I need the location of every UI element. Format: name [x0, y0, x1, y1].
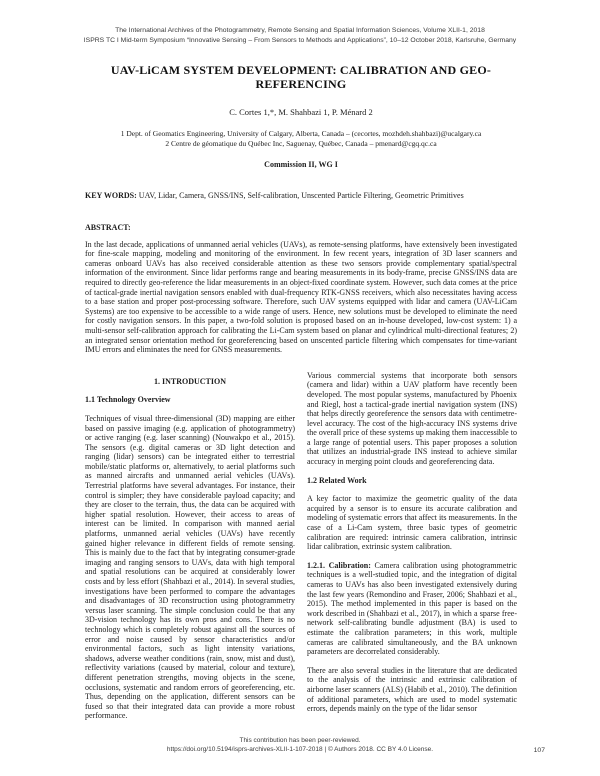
abstract-label: ABSTRACT: [85, 222, 131, 232]
keywords-text: UAV, Lidar, Camera, GNSS/INS, Self-calibration, Unscented Particle Filtering, Geometric Primitives [136, 191, 464, 200]
technology-overview-paragraph: Techniques of visual three-dimensional (3D) mapping are either based on passive imaging (e.g. application of photogrammetry) or active ranging (e.g. laser scanning) (Nouwakpo et al., 2015). The sensors (e.g. digital cameras or 3D light detection and ranging (lidar) sensors) can be integrated either to terrestrial mobile/static platforms or, alternatively, to aerial platforms such as manned aircrafts and unmanned aerial vehicles (UAVs). Terrestrial platforms have several advantages. For instance, their control is simpler; they have considerable payload capacity; and they are closer to the terrain, thus, the data can be acquired with higher spatial resolution. However, their access to areas of interest can be limited. In comparison with manned aerial platforms, unmanned aerial vehicles (UAVs) have recently gained higher relevance in different fields of remote sensing. This is mainly due to the fact that by integrating consumer-grade imaging and ranging sensors to UAVs, data with high temporal and spatial resolutions can be acquired at considerably lower costs and by less effort (Shahbazi et al., 2014). In several studies, investigations have been performed to compare the advantages and disadvantages of 3D reconstruction using photogrammetry versus laser scanning. The simple conclusion could be that any 3D-vision technology has its own pros and cons. There is no technology which is completely robust against all the sources of error and noise caused by sensor characteristics and/or environmental factors, such as light intensity variations, shadows, adverse weather conditions (rain, snow, mist and dust), reflectivity variations (caused by material, colour and texture), different penetration strengths, moving objects in the scene, occlusions, systematic and random errors of georeferencing, etc. Thus, depending on the application, different sensors can be fused so that their integrated data can provide a more robust performance. [85, 413, 295, 721]
journal-header [40, 26, 560, 45]
calibration-lead-in-label: 1.2.1. Calibration: [307, 560, 371, 570]
subsection-heading-related-work: 1.2 Related Work [307, 475, 367, 485]
commission-line: Commission II, WG I [264, 160, 338, 169]
left-column [85, 371, 295, 721]
keywords-label: KEY WORDS: [85, 191, 137, 200]
authors-line: C. Cortes 1,*, M. Shahbazi 1, P. Ménard 2 [229, 107, 373, 117]
journal-header-line2: ISPRS TC I Mid-term Symposium “Innovative Sensing – From Sensors to Methods and Applications”, 10–12 October 2018, Karlsruhe, Germany [83, 36, 517, 44]
abstract-text: In the last decade, applications of unmanned aerial vehicles (UAVs), as remote-sensing platforms, have extensively been investigated for fine-scale mapping, modeling and monitoring of the environment. In few recent years, integration of 3D laser scanners and cameras onboard UAVs has also received considerable attention as these two sensors provide complementary spatial/spectral information of the environment. Since lidar performs range and bearing measurements in its body-frame, precise GNSS/INS data are required to directly geo-reference the lidar measurements in an object-fixed coordinate system. However, such data comes at the price of tactical-grade inertial navigation sensors enabled with dual-frequency RTK-GNSS receivers, which also necessitates having access to a base station and proper post-processing software. Therefore, such UAV systems equipped with lidar and camera (UAV-LiCam Systems) are too expensive to be accessible to a wide range of users. Hence, new solutions must be developed to eliminate the need for costly navigation sensors. In this paper, a two-fold solution is proposed based on an in-house developed, low-cost system: 1) a multi-sensor self-calibration approach for calibrating the Li-Cam system based on planar and cylindrical multi-directional features; 2) an integrated sensor orientation method for georeferencing based on unscented particle filtering which compensates for time-variant IMU errors and eliminates the need for GNSS measurements. [85, 239, 517, 355]
calibration-paragraph-text: Camera calibration using photogrammetric techniques is a well-studied topic, and the integration of digital cameras to UAVs has also been investigated extensively during the last few years (Remondino and Fraser, 2006; Shahbazi et al., 2015). The method implemented in this paper is based on the work described in (Shahbazi et al., 2017), in which a sparse free-network self-calibrating bundle adjustment (BA) is used to estimate the calibration parameters; in this work, multiple cameras are calibrated simultaneously, and the BA unknown parameters are decorrelated considerably. [307, 560, 517, 657]
peer-reviewed-note: This contribution has been peer-reviewed. [239, 737, 361, 744]
related-work-paragraph: A key factor to maximize the geometric quality of the data acquired by a sensor is to ensure its accurate calibration and modeling of systematic errors that affect its measurements. In the case of a Li-Cam system, three basic types of geometric calibration are required: intrinsic camera calibration, intrinsic lidar calibration, extrinsic system calibration. [307, 494, 517, 552]
affiliations [85, 129, 517, 148]
affiliation-1: 1 Dept. of Geomatics Engineering, University of Calgary, Alberta, Canada – (cecortes, mozhdeh.shahbazi)@ucalgary.ca [120, 129, 482, 138]
affiliation-2: 2 Centre de géomatique du Québec Inc, Saguenay, Québec, Canada – pmenard@cgq.qc.ca [165, 138, 437, 148]
journal-header-line1: The International Archives of the Photogrammetry, Remote Sensing and Spatial Information Sciences, Volume XLII-1, 2018 [115, 27, 485, 34]
calibration-paragraph [307, 561, 517, 657]
keywords [85, 191, 517, 201]
paper-title: UAV-LiCAM SYSTEM DEVELOPMENT: CALIBRATION AND GEO-REFERENCING [110, 63, 492, 91]
right-column [307, 371, 517, 714]
page-footer [0, 736, 600, 754]
doi-link[interactable]: https://doi.org/10.5194/isprs-archives-XLII-1-107-2018 | © Authors 2018. CC BY 4.0 License. [166, 746, 434, 753]
subsection-heading-technology-overview: 1.1 Technology Overview [85, 395, 171, 405]
commercial-systems-paragraph: Various commercial systems that incorporate both sensors (camera and lidar) within a UAV platform have recently been developed. The most popular systems, manufactured by Phoenix and Riegl, host a tactical-grade inertial navigation system (INS) that helps directly georeference the sensors data with centimetre-level accuracy. The cost of the high-accuracy INS systems drive the overall price of these systems up making them inaccessible to a large range of potential users. This paper proposes a solution that utilizes an industrial-grade INS instead to achieve similar accuracy in merging point clouds and georeferencing data. [307, 370, 517, 467]
page-number: 107 [533, 747, 545, 754]
two-column-body [85, 371, 517, 721]
als-calibration-paragraph: There are also several studies in the literature that are dedicated to the analysis of the intrinsic and extrinsic calibration of airborne laser scanners (ALS) (Habib et al., 2010). The definition of additional parameters, which are used to model systematic errors, depends mainly on the type of the lidar sensor [307, 665, 517, 714]
section-heading-introduction: 1. INTRODUCTION [153, 376, 226, 386]
